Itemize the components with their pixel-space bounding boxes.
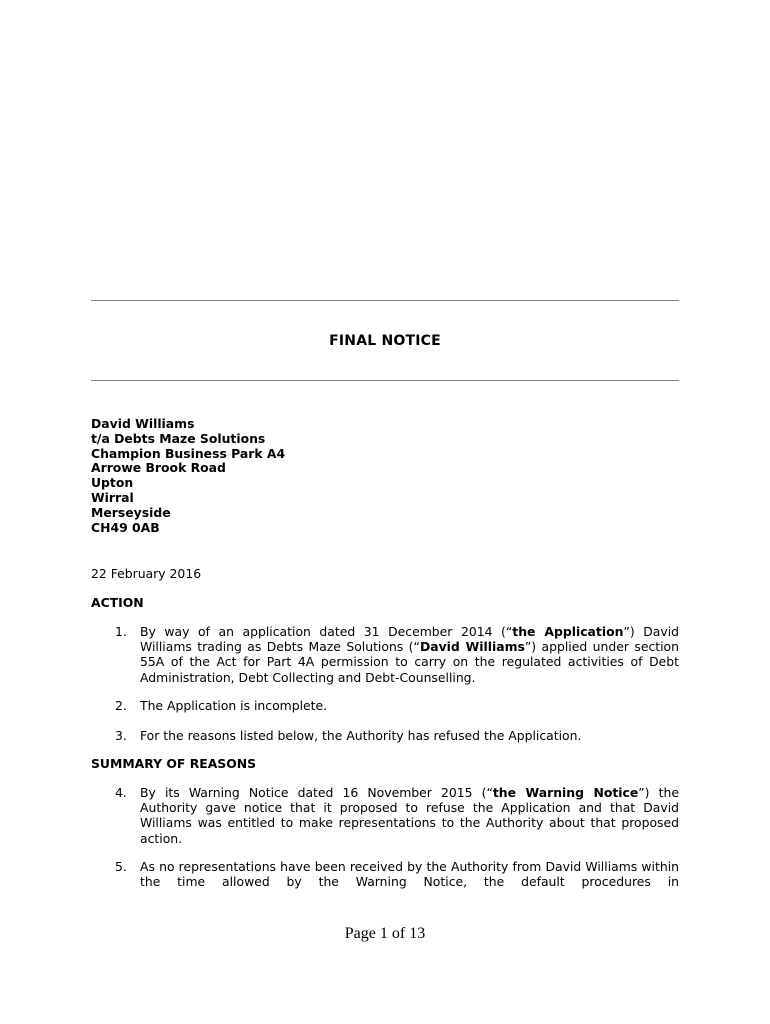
section-heading-summary: SUMMARY OF REASONS <box>91 756 257 771</box>
paragraph-number: 3. <box>115 728 127 743</box>
bottom-divider <box>91 380 679 381</box>
address-line: Arrowe Brook Road <box>91 460 226 476</box>
paragraph-text: For the reasons listed below, the Authority has refused the Application. <box>140 728 582 743</box>
top-divider <box>91 300 679 301</box>
paragraph-text: By way of an application dated 31 December 2014 (“the Application”) David Williams trading as Debts Maze Solutions (“David Williams”) applied under section 55A of the Act for Part 4A permission to carry on the regulated activities of Debt Administration, Debt Collecting and Debt-Counselling. <box>140 624 680 685</box>
numbered-paragraph <box>115 624 679 685</box>
defined-term: David Williams <box>419 639 525 655</box>
numbered-paragraph <box>115 859 679 889</box>
address-line: CH49 0AB <box>91 519 160 535</box>
address-line: Wirral <box>91 489 134 505</box>
recipient-address <box>91 417 285 535</box>
paragraph-number: 2. <box>115 698 127 713</box>
address-line: t/a Debts Maze Solutions <box>91 430 266 446</box>
address-line: Upton <box>91 475 134 491</box>
notice-date: 22 February 2016 <box>91 566 202 581</box>
section-heading-action: ACTION <box>91 595 144 610</box>
page-title: FINAL NOTICE <box>329 333 441 349</box>
paragraph-text: By its Warning Notice dated 16 November 2015 (“the Warning Notice”) the Authority gave notice that it proposed to refuse the Application and that David Williams was entitled to make representations to the Authority about that proposed action. <box>140 785 679 846</box>
paragraph-number: 1. <box>115 624 127 639</box>
paragraph-number: 5. <box>115 859 127 874</box>
address-line: Champion Business Park A4 <box>91 445 286 461</box>
address-line: David Williams <box>91 416 195 431</box>
address-line: Merseyside <box>91 504 171 520</box>
numbered-paragraph <box>115 728 679 743</box>
numbered-paragraph <box>115 785 679 846</box>
paragraph-text: As no representations have been received by the Authority from David Williams within the time allowed by the Warning Notice, the default procedures in <box>140 859 679 890</box>
paragraph-text: The Application is incomplete. <box>140 698 328 713</box>
paragraph-number: 4. <box>115 785 127 800</box>
page-number: Page 1 of 13 <box>344 925 426 942</box>
defined-term: the Application <box>512 624 624 639</box>
numbered-paragraph <box>115 698 679 713</box>
defined-term: the Warning Notice <box>492 785 639 800</box>
